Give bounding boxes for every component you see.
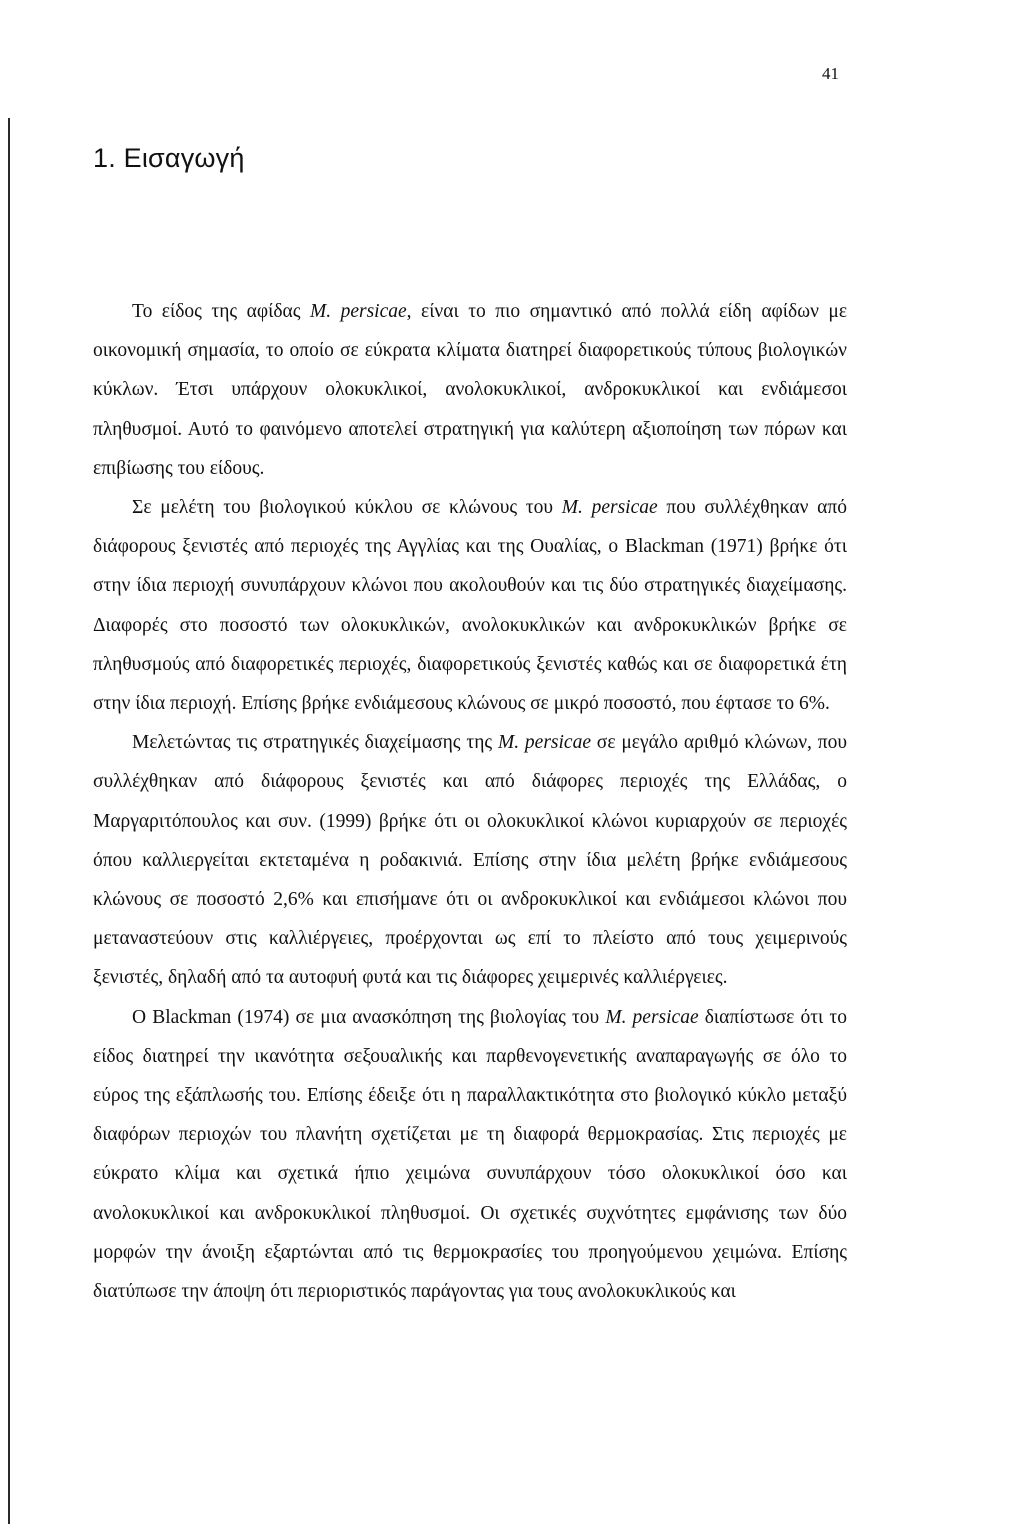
paragraph-text: , είναι το πιο σημαντικό από πολλά είδη αφίδων με οικονομική σημασία, το οποίο σε εύκρατα κλίματα διατηρεί διαφορετικούς τύπους βιολογικών κύκλων. Έτσι υπάρχουν ολοκυκλικοί, ανολοκυκλικοί, ανδροκυκλικοί και ενδιάμεσοι πληθυσμοί. Αυτό το φαινόμενο αποτελεί στρατηγική για καλύτερη αξιοποίηση των πόρων και επιβίωσης του είδους. — [93, 301, 848, 479]
species-name: M. persicae — [309, 301, 407, 322]
paragraph-text: Σε μελέτη του βιολογικού κύκλου σε κλώνους του — [132, 497, 562, 519]
paragraph-text: Μελετώντας τις στρατηγικές διαχείμασης της — [132, 732, 498, 754]
species-name: M. persicae — [561, 497, 658, 519]
paragraph-text: διαπίστωσε ότι το είδος διατηρεί την ικανότητα σεξουαλικής και παρθενογενετικής αναπαραγωγής σε όλο το εύρος της εξάπλωσής του. Επίσης έδειξε ότι η παραλλακτικότητα στο βιολογικό κύκλο μεταξύ διαφόρων περιοχών του πλανήτη σχετίζεται με τη διαφορά θερμοκρασίας. Στις περιοχές με εύκρατο κλίμα και σχετικά ήπιο χειμώνα συνυπάρχουν τόσο ολοκυκλικοί όσο και ανολοκυκλικοί και ανδροκυκλικοί πληθυσμοί. Οι σχετικές συχνότητες εμφάνισης των δύο μορφών την άνοιξη εξαρτώνται από τις θερμοκρασίες του προηγούμενου χειμώνα. Επίσης διατύπωσε την άποψη ότι περιοριστικός παράγοντας για τους ανολοκυκλικούς και — [93, 1006, 848, 1303]
paragraph-text: Ο Blackman (1974) σε μια ανασκόπηση της βιολογίας του — [132, 1006, 606, 1028]
species-name: M. persicae — [497, 732, 591, 754]
body-text — [93, 292, 847, 1311]
paragraph-2 — [93, 488, 847, 723]
paragraph-text: Το είδος της αφίδας — [132, 301, 310, 322]
paragraph-3 — [93, 723, 847, 997]
species-name: M. persicae — [605, 1006, 699, 1028]
paragraph-4 — [93, 998, 847, 1312]
paragraph-text: που συλλέχθηκαν από διάφορους ξενιστές από περιοχές της Αγγλίας και της Ουαλίας, ο Blackman (1971) βρήκε ότι στην ίδια περιοχή συνυπάρχουν κλώνοι που ακολουθούν και τις δύο στρατηγικές διαχείμασης. Διαφορές στο ποσοστό των ολοκυκλικών, ανολοκυκλικών και ανδροκυκλικών βρήκε σε πληθυσμούς από διαφορετικές περιοχές, διαφορετικούς ξενιστές καθώς και σε διαφορετικά έτη στην ίδια περιοχή. Επίσης βρήκε ενδιάμεσους κλώνους σε μικρό ποσοστό, που έφτασε το 6%. — [93, 497, 847, 715]
section-heading: 1. Εισαγωγή — [93, 143, 245, 173]
page-number: 41 — [822, 64, 839, 83]
paragraph-text: σε μεγάλο αριθμό κλώνων, που συλλέχθηκαν από διάφορους ξενιστές και από διάφορες περιοχές της Ελλάδας, ο Μαργαριτόπουλος και συν. (1999) βρήκε ότι οι ολοκυκλικοί κλώνοι κυριαρχούν σε περιοχές όπου καλλιεργείται εκτεταμένα η ροδακινιά. Επίσης στην ίδια μελέτη βρήκε ενδιάμεσους κλώνους σε ποσοστό 2,6% και επισήμανε ότι οι ανδροκυκλικοί και ενδιάμεσοι κλώνοι που μεταναστεύουν στις καλλιέργειες, προέρχονται ως επί το πλείστο από τους χειμερινούς ξενιστές, δηλαδή από τα αυτοφυή φυτά και τις διάφορες χειμερινές καλλιέργειες. — [93, 732, 847, 989]
paragraph-1 — [93, 292, 847, 488]
left-margin-rule — [8, 118, 10, 1524]
